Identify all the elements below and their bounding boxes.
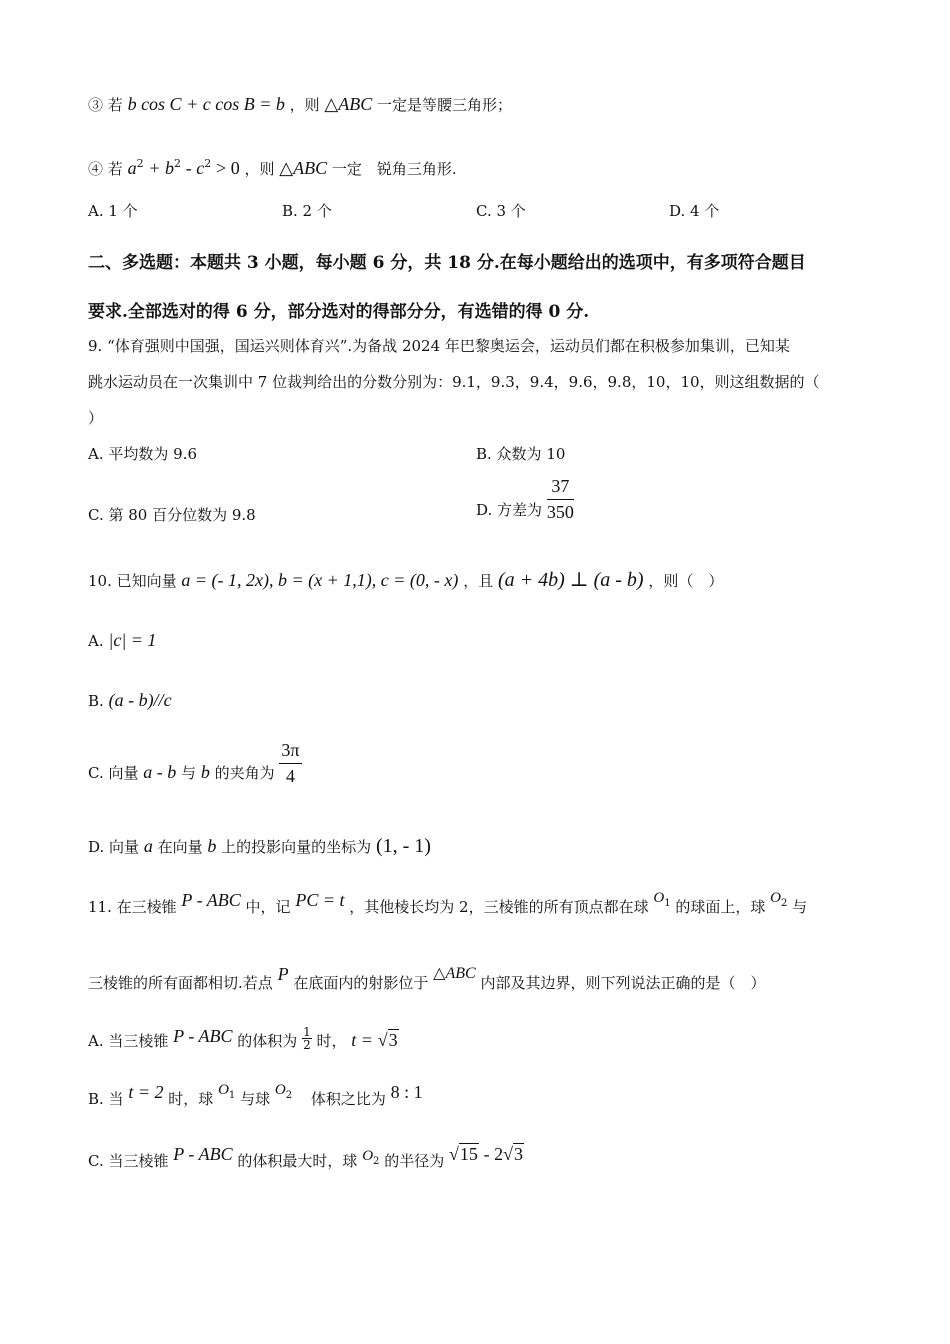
q11-a-prefix: A. 当三棱锥 (88, 1032, 169, 1050)
q11-line2-mid: 在底面内的射影位于 (293, 974, 429, 992)
q11-a-mid: 的体积为 (237, 1032, 298, 1050)
q9-option-a: A. 平均数为 9.6 (88, 445, 197, 463)
q10-c-mid2: 的夹角为 (214, 763, 275, 782)
q11-stem-line2 (88, 964, 766, 998)
q11-c-o2: O (362, 1148, 374, 1164)
q11-mid2: ，其他棱长均为 2，三棱锥的所有顶点都在球 (349, 898, 649, 916)
q10-mid: ，且 (463, 572, 494, 590)
q8-option-c: C. 3 个 (476, 202, 526, 220)
q10-prefix: 10. 已知向量 (88, 572, 177, 590)
q10-d-math3: (1, - 1) (375, 835, 431, 857)
item3-prefix: ③ 若 (88, 96, 123, 114)
item4-exp-b: 2 (174, 157, 181, 170)
q11-a-mid2: 时， (316, 1032, 347, 1050)
q10-d-math1: a (143, 836, 153, 856)
q11-line2-prefix: 三棱锥的所有面都相切.若点 (88, 974, 273, 992)
q11-o2-sub: 2 (781, 898, 788, 909)
sqrt-sign: √ (377, 1030, 388, 1050)
q11-b-mid2: 与球 (240, 1090, 271, 1108)
item4-exp-a: 2 (136, 157, 144, 170)
option-label: B. (88, 692, 104, 710)
q11-b-t: t = 2 (128, 1082, 164, 1102)
q11-a-pabc: P - ABC (173, 1026, 233, 1046)
fraction-numerator: 1 (303, 1024, 311, 1039)
sqrt-sign: √ (448, 1144, 459, 1164)
item4-b: + b (148, 158, 174, 178)
q11-b-ratio: 8 : 1 (390, 1082, 423, 1102)
item3-math: b cos C + c cos B = b (127, 94, 285, 114)
q10-b-math: (a - b)//c (108, 690, 172, 710)
q10-option-d (88, 832, 431, 861)
q11-o2: O (770, 890, 782, 906)
q11-b-o2: O (274, 1082, 286, 1098)
q11-b-mid3: 体积之比为 (310, 1090, 386, 1108)
fraction-numerator: 37 (547, 476, 574, 500)
q10-d-mid1: 在向量 (157, 838, 203, 856)
q10-option-a (88, 626, 156, 655)
section-heading-line1: 二、多选题：本题共 3 小题，每小题 6 分，共 18 分.在每小题给出的选项中，有多项符合题目 (88, 253, 806, 273)
q11-c-sqrt1-radicand: 15 (459, 1144, 478, 1164)
q10-suffix: ，则（ ） (648, 572, 724, 590)
q11-b-prefix: B. 当 (88, 1090, 124, 1108)
q11-option-b (88, 1084, 423, 1120)
item4-exp-c: 2 (204, 157, 212, 170)
q10-option-c (88, 740, 302, 787)
q9-option-d (476, 476, 574, 523)
item4-prefix: ④ 若 (88, 160, 123, 178)
q11-prefix: 11. 在三棱锥 (88, 898, 177, 916)
q10-c-math1: a - b (143, 761, 177, 782)
q11-pct: PC = t (295, 890, 345, 910)
q8-option-b: B. 2 个 (282, 202, 332, 220)
q11-c-pabc: P - ABC (173, 1144, 233, 1164)
item4-suffix: 一定 锐角三角形. (331, 160, 457, 178)
fraction-denominator: 2 (303, 1037, 311, 1052)
q8-option-d: D. 4 个 (669, 202, 720, 220)
q9-stem-line1: 9. “体育强则中国强，国运兴则体育兴”.为备战 2024 年巴黎奥运会，运动员们都在积极参加集训，已知某 (88, 337, 790, 355)
q11-pabc: P - ABC (181, 890, 241, 910)
q10-vectors: a = (- 1, 2x), b = (x + 1,1), c = (0, - x) (181, 570, 459, 590)
sqrt-sign: √ (503, 1144, 514, 1164)
q10-c-prefix: C. 向量 (88, 763, 139, 782)
q11-o1-sub: 1 (664, 898, 671, 909)
q11-line2-suffix: 内部及其边界，则下列说法正确的是（ ） (480, 974, 766, 992)
item3-suffix: 一定是等腰三角形； (377, 96, 513, 114)
q11-c-sqrt2-radicand: 3 (514, 1144, 524, 1164)
item4-a: a (127, 158, 137, 178)
q11-stem-line1 (88, 892, 807, 928)
q10-stem (88, 566, 723, 595)
q10-c-fraction (279, 740, 301, 787)
q8-option-a: A. 1 个 (88, 202, 138, 220)
item3-mid: ，则 (289, 96, 320, 114)
q11-point-p: P (277, 964, 289, 984)
q9-d-fraction (547, 476, 574, 523)
q10-option-b (88, 686, 172, 715)
q10-d-math2: b (207, 836, 217, 856)
q11-mid4: 与 (792, 898, 808, 916)
q11-a-t: t = (351, 1030, 373, 1050)
q9-stem-line3: ） (88, 409, 104, 427)
q9-stem-line2: 跳水运动员在一次集训中 7 位裁判给出的分数分别为：9.1，9.3，9.4，9.6，9.8，10，10，则这组数据的（ (88, 373, 820, 391)
q11-c-o2-sub: 2 (373, 1156, 380, 1167)
q10-condition: (a + 4b) ⊥ (a - b) (497, 569, 644, 591)
q10-d-mid2: 上的投影向量的坐标为 (221, 838, 372, 856)
q11-mid1: 中，记 (245, 898, 291, 916)
q11-o1: O (653, 890, 665, 906)
q11-mid3: 的球面上，球 (675, 898, 766, 916)
fraction-numerator: 3π (279, 740, 301, 764)
q10-a-math: |c| = 1 (108, 630, 157, 650)
q10-c-math2: b (200, 761, 210, 782)
item3-triangle: △ABC (324, 94, 373, 114)
q9-option-b: B. 众数为 10 (476, 445, 566, 463)
q11-b-mid1: 时，球 (168, 1090, 214, 1108)
fraction-denominator: 4 (285, 766, 295, 786)
q11-b-o1-sub: 1 (228, 1090, 236, 1101)
q9-option-c: C. 第 80 百分位数为 9.8 (88, 506, 256, 524)
option-label: A. (88, 632, 104, 650)
q11-a-fraction (302, 1026, 312, 1051)
q11-c-minus: - 2 (483, 1144, 504, 1164)
q11-c-mid: 的体积最大时，球 (237, 1152, 358, 1170)
fraction-denominator: 350 (546, 502, 574, 522)
q11-option-c (88, 1146, 524, 1182)
q11-c-prefix: C. 当三棱锥 (88, 1152, 169, 1170)
q11-b-o2-sub: 2 (285, 1090, 293, 1101)
q11-option-a (88, 1026, 399, 1055)
item4-triangle: △ABC (279, 158, 328, 178)
q8-item-3 (88, 94, 512, 115)
item4-mid: ，则 (244, 160, 275, 178)
q9-d-prefix: D. 方差为 (476, 501, 543, 519)
q10-c-mid1: 与 (181, 763, 197, 782)
q11-a-sqrt-radicand: 3 (388, 1030, 398, 1050)
q11-b-o1: O (218, 1082, 229, 1098)
item4-c: - c (185, 158, 205, 178)
q11-triangle: △ABC (433, 965, 476, 982)
item4-tail: > 0 (216, 158, 240, 178)
q11-c-mid2: 的半径为 (384, 1152, 445, 1170)
q8-item-4 (88, 154, 457, 179)
q10-d-prefix: D. 向量 (88, 838, 140, 856)
section-heading-line2: 要求.全部选对的得 6 分，部分选对的得部分分，有选错的得 0 分. (88, 302, 590, 322)
